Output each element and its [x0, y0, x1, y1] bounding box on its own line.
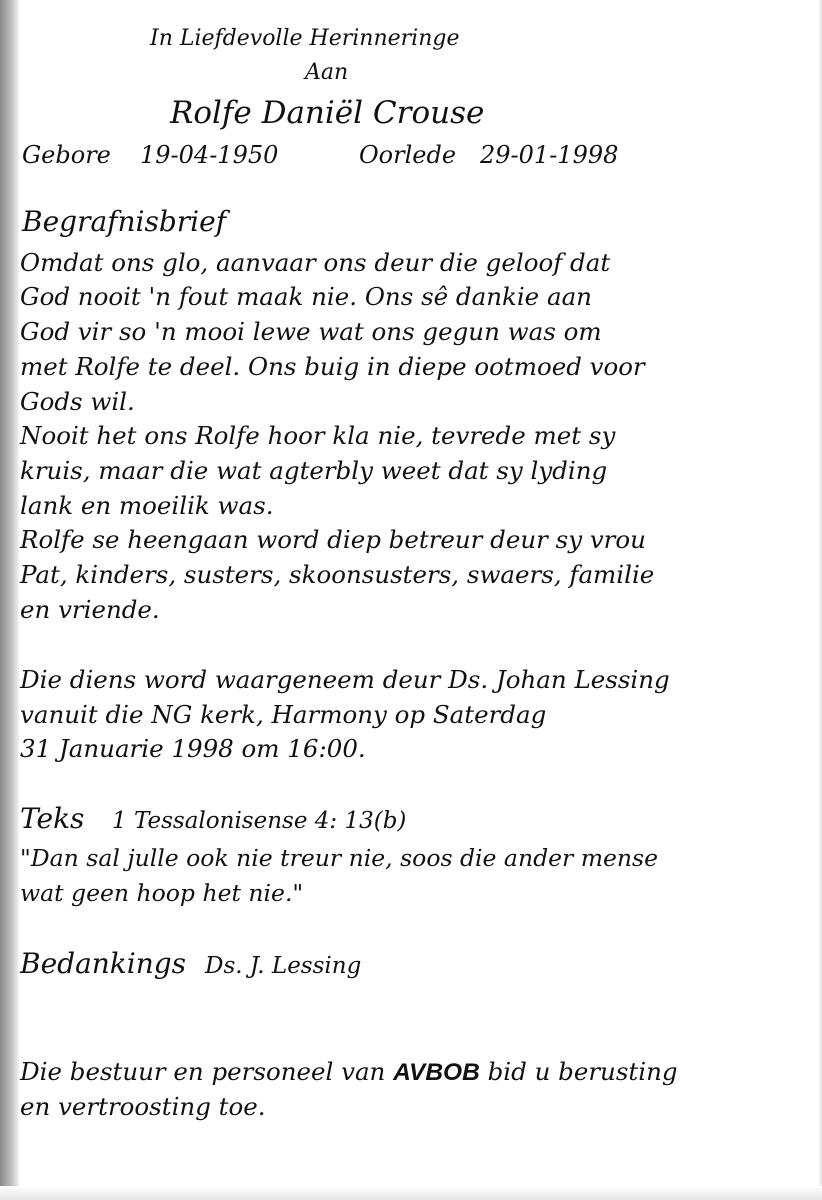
scripture-reference: 1 Tessalonisense 4: 13(b) [112, 808, 407, 834]
born-label: Gebore [22, 141, 111, 169]
letter-line: Nooit het ons Rolfe hoor kla nie, tevrede met sy [20, 421, 616, 450]
thanks-by: Ds. J. Lessing [205, 953, 362, 979]
letter-line: Gods wil. [20, 387, 135, 416]
service-line: 31 Januarie 1998 om 16:00. [20, 734, 366, 763]
letter-line: en vriende. [20, 595, 160, 624]
scan-bottom-edge [0, 1186, 822, 1200]
letter-line: met Rolfe te deel. Ons buig in diepe ootmoed voor [20, 352, 645, 381]
thanks-label: Bedankings [20, 947, 187, 980]
scan-left-edge [0, 0, 20, 1200]
died-date: 29-01-1998 [480, 141, 619, 169]
organisation-name: AVBOB [393, 1059, 480, 1086]
deceased-name: Rolfe Daniël Crouse [170, 95, 485, 131]
closing-text-before: Die bestuur en personeel van [20, 1057, 386, 1086]
letter-line: Omdat ons glo, aanvaar ons deur die geloof dat [20, 248, 611, 277]
letter-line: Pat, kinders, susters, skoonsusters, swaers, familie [20, 560, 655, 589]
born-date: 19-04-1950 [140, 141, 279, 169]
letter-line: Rolfe se heengaan word diep betreur deur sy vrou [20, 525, 646, 554]
text-label: Teks [20, 802, 85, 835]
died-label: Oorlede [359, 141, 457, 169]
dedication-line: In Liefdevolle Herinneringe [150, 26, 460, 51]
letter-line: kruis, maar die wat agterbly weet dat sy lyding [20, 456, 608, 485]
service-line: vanuit die NG kerk, Harmony op Saterdag [20, 700, 547, 729]
letter-line: God nooit 'n fout maak nie. Ons sê dankie aan [20, 282, 592, 311]
closing-line-2: en vertroosting toe. [20, 1092, 266, 1121]
scripture-quote-line: "Dan sal julle ook nie treur nie, soos die ander mense [20, 844, 659, 872]
closing-text-after: bid u berusting [487, 1057, 678, 1086]
closing-line-1 [20, 1057, 678, 1086]
letter-title: Begrafnisbrief [22, 205, 227, 238]
service-line: Die diens word waargeneem deur Ds. Johan Lessing [20, 665, 670, 694]
letter-line: God vir so 'n mooi lewe wat ons gegun was om [20, 317, 602, 346]
letter-line: lank en moeilik was. [20, 491, 274, 520]
dedication-aan: Aan [305, 60, 349, 85]
scan-right-edge [818, 0, 822, 1200]
scripture-quote-line: wat geen hoop het nie." [20, 879, 304, 907]
